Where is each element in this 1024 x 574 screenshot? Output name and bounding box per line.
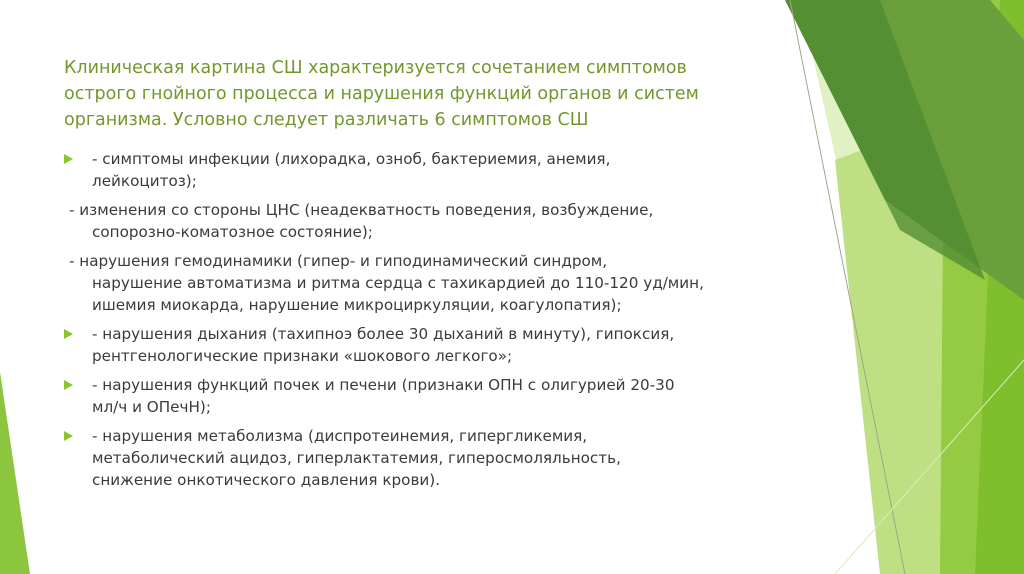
left-green-wedge xyxy=(0,372,30,574)
slide-title xyxy=(64,55,764,133)
title-line-3: организма. Условно следует различать 6 симптомов СШ xyxy=(64,110,589,130)
list-item-kidney-liver xyxy=(64,374,784,418)
triangle-arrow-icon xyxy=(64,154,73,164)
list-item-line: - симптомы инфекции (лихорадка, озноб, бактериемия, анемия, xyxy=(92,150,611,168)
list-item-line: мл/ч и ОПечН); xyxy=(92,398,211,416)
list-item-line: рентгенологические признаки «шокового легкого»; xyxy=(92,347,513,365)
list-item-line: снижение онкотического давления крови). xyxy=(92,471,441,489)
list-item-line: - нарушения дыхания (тахипноэ более 30 дыханий в минуту), гипоксия, xyxy=(92,325,675,343)
triangle-arrow-icon xyxy=(64,380,73,390)
list-item-line: метаболический ацидоз, гиперлактатемия, гиперосмоляльность, xyxy=(92,449,621,467)
list-item-cns xyxy=(64,199,784,243)
title-line-1: Клиническая картина СШ характеризуется сочетанием симптомов xyxy=(64,58,687,78)
list-item-line: лейкоцитоз); xyxy=(92,172,197,190)
symptom-list xyxy=(64,148,784,498)
triangle-arrow-icon xyxy=(64,329,73,339)
triangle-arrow-icon xyxy=(64,431,73,441)
list-item-line: нарушение автоматизма и ритма сердца с тахикардией до 110-120 уд/мин, xyxy=(92,274,704,292)
list-item-respiration xyxy=(64,323,784,367)
list-item-infection xyxy=(64,148,784,192)
list-item-line: - нарушения гемодинамики (гипер- и гиподинамический синдром, xyxy=(69,252,608,270)
list-item-line: ишемия миокарда, нарушение микроциркуляции, коагулопатия); xyxy=(92,296,622,314)
list-item-line: сопорозно-коматозное состояние); xyxy=(92,223,373,241)
list-item-line: - нарушения метаболизма (диспротеинемия, гипергликемия, xyxy=(92,427,588,445)
list-item-line: - изменения со стороны ЦНС (неадекватность поведения, возбуждение, xyxy=(69,201,654,219)
title-line-2: острого гнойного процесса и нарушения функций органов и систем xyxy=(64,84,699,104)
list-item-hemodynamics xyxy=(64,250,784,316)
list-item-metabolism xyxy=(64,425,784,491)
list-item-line: - нарушения функций почек и печени (признаки ОПН с олигурией 20-30 xyxy=(92,376,675,394)
